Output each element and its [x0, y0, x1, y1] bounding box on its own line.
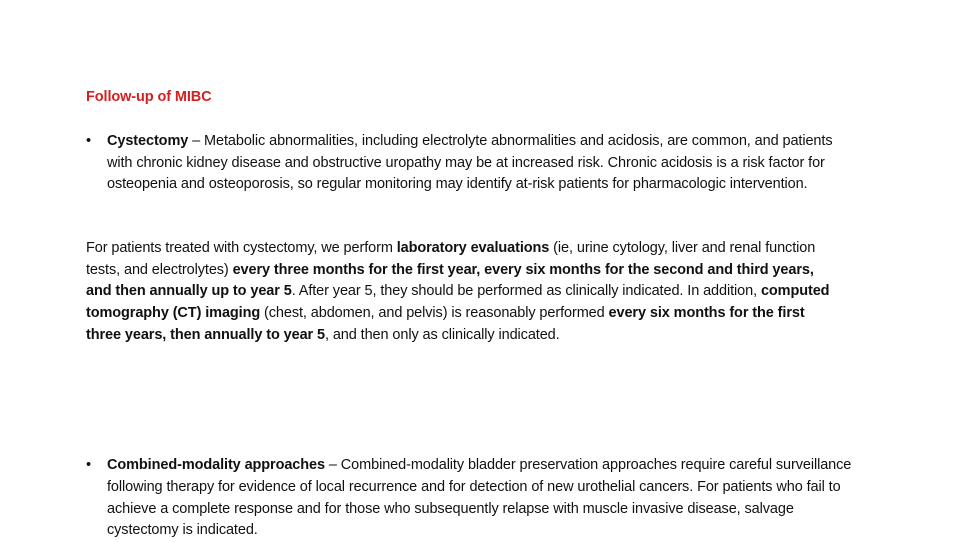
paragraph-text: For patients treated with cystectomy, we perform — [86, 240, 397, 256]
bullet-text: Metabolic abnormalities, including electrolyte abnormalities and acidosis, are common, and patients with chronic kidney disease and obstructive uropathy may be at increased risk. Chronic acidosis is a risk factor for osteopenia and osteoporosis, so regular monitoring may identify at-risk patients for pharmacologic intervention. — [107, 133, 833, 193]
bullet-separator: – — [188, 133, 205, 149]
bullet-separator: – — [324, 457, 341, 474]
bullet-icon: • — [86, 457, 91, 474]
paragraph-text: (chest, abdomen, and pelvis) is reasonably performed — [260, 305, 609, 322]
bullet-cystectomy — [86, 131, 855, 196]
bullet-combined-modality — [86, 455, 855, 542]
paragraph-bold: laboratory evaluations — [396, 240, 550, 256]
bullet-icon: • — [86, 133, 91, 149]
paragraph-text: (ie, urine cytology, liver and renal function tests, and electrolytes) — [86, 240, 816, 278]
paragraph-bold: every three months for the first year, every six months for the second and third years, and then annually up to year 5 — [86, 261, 814, 300]
followup-paragraph — [86, 238, 834, 347]
bullet-text: Combined-modality bladder preservation approaches require careful surveillance following therapy for evidence of local recurrence and for detection of new urothelial cancers. For patients who fail to achieve a complete response and for those who subsequently relapse with muscle invasive disease, salvage cystectomy is indicated. — [107, 457, 852, 539]
bullet-term: Combined-modality approaches — [107, 457, 325, 474]
slide-title: Follow-up of MIBC — [86, 89, 212, 105]
paragraph-bold: computed tomography (CT) imaging — [86, 283, 830, 322]
bullet-term: Cystectomy — [107, 133, 189, 149]
paragraph-text: . After year 5, they should be performed as clinically indicated. In addition, — [291, 283, 761, 300]
paragraph-text: , and then only as clinically indicated. — [324, 326, 560, 343]
paragraph-bold: every six months for the first three years, then annually to year 5 — [86, 305, 805, 343]
